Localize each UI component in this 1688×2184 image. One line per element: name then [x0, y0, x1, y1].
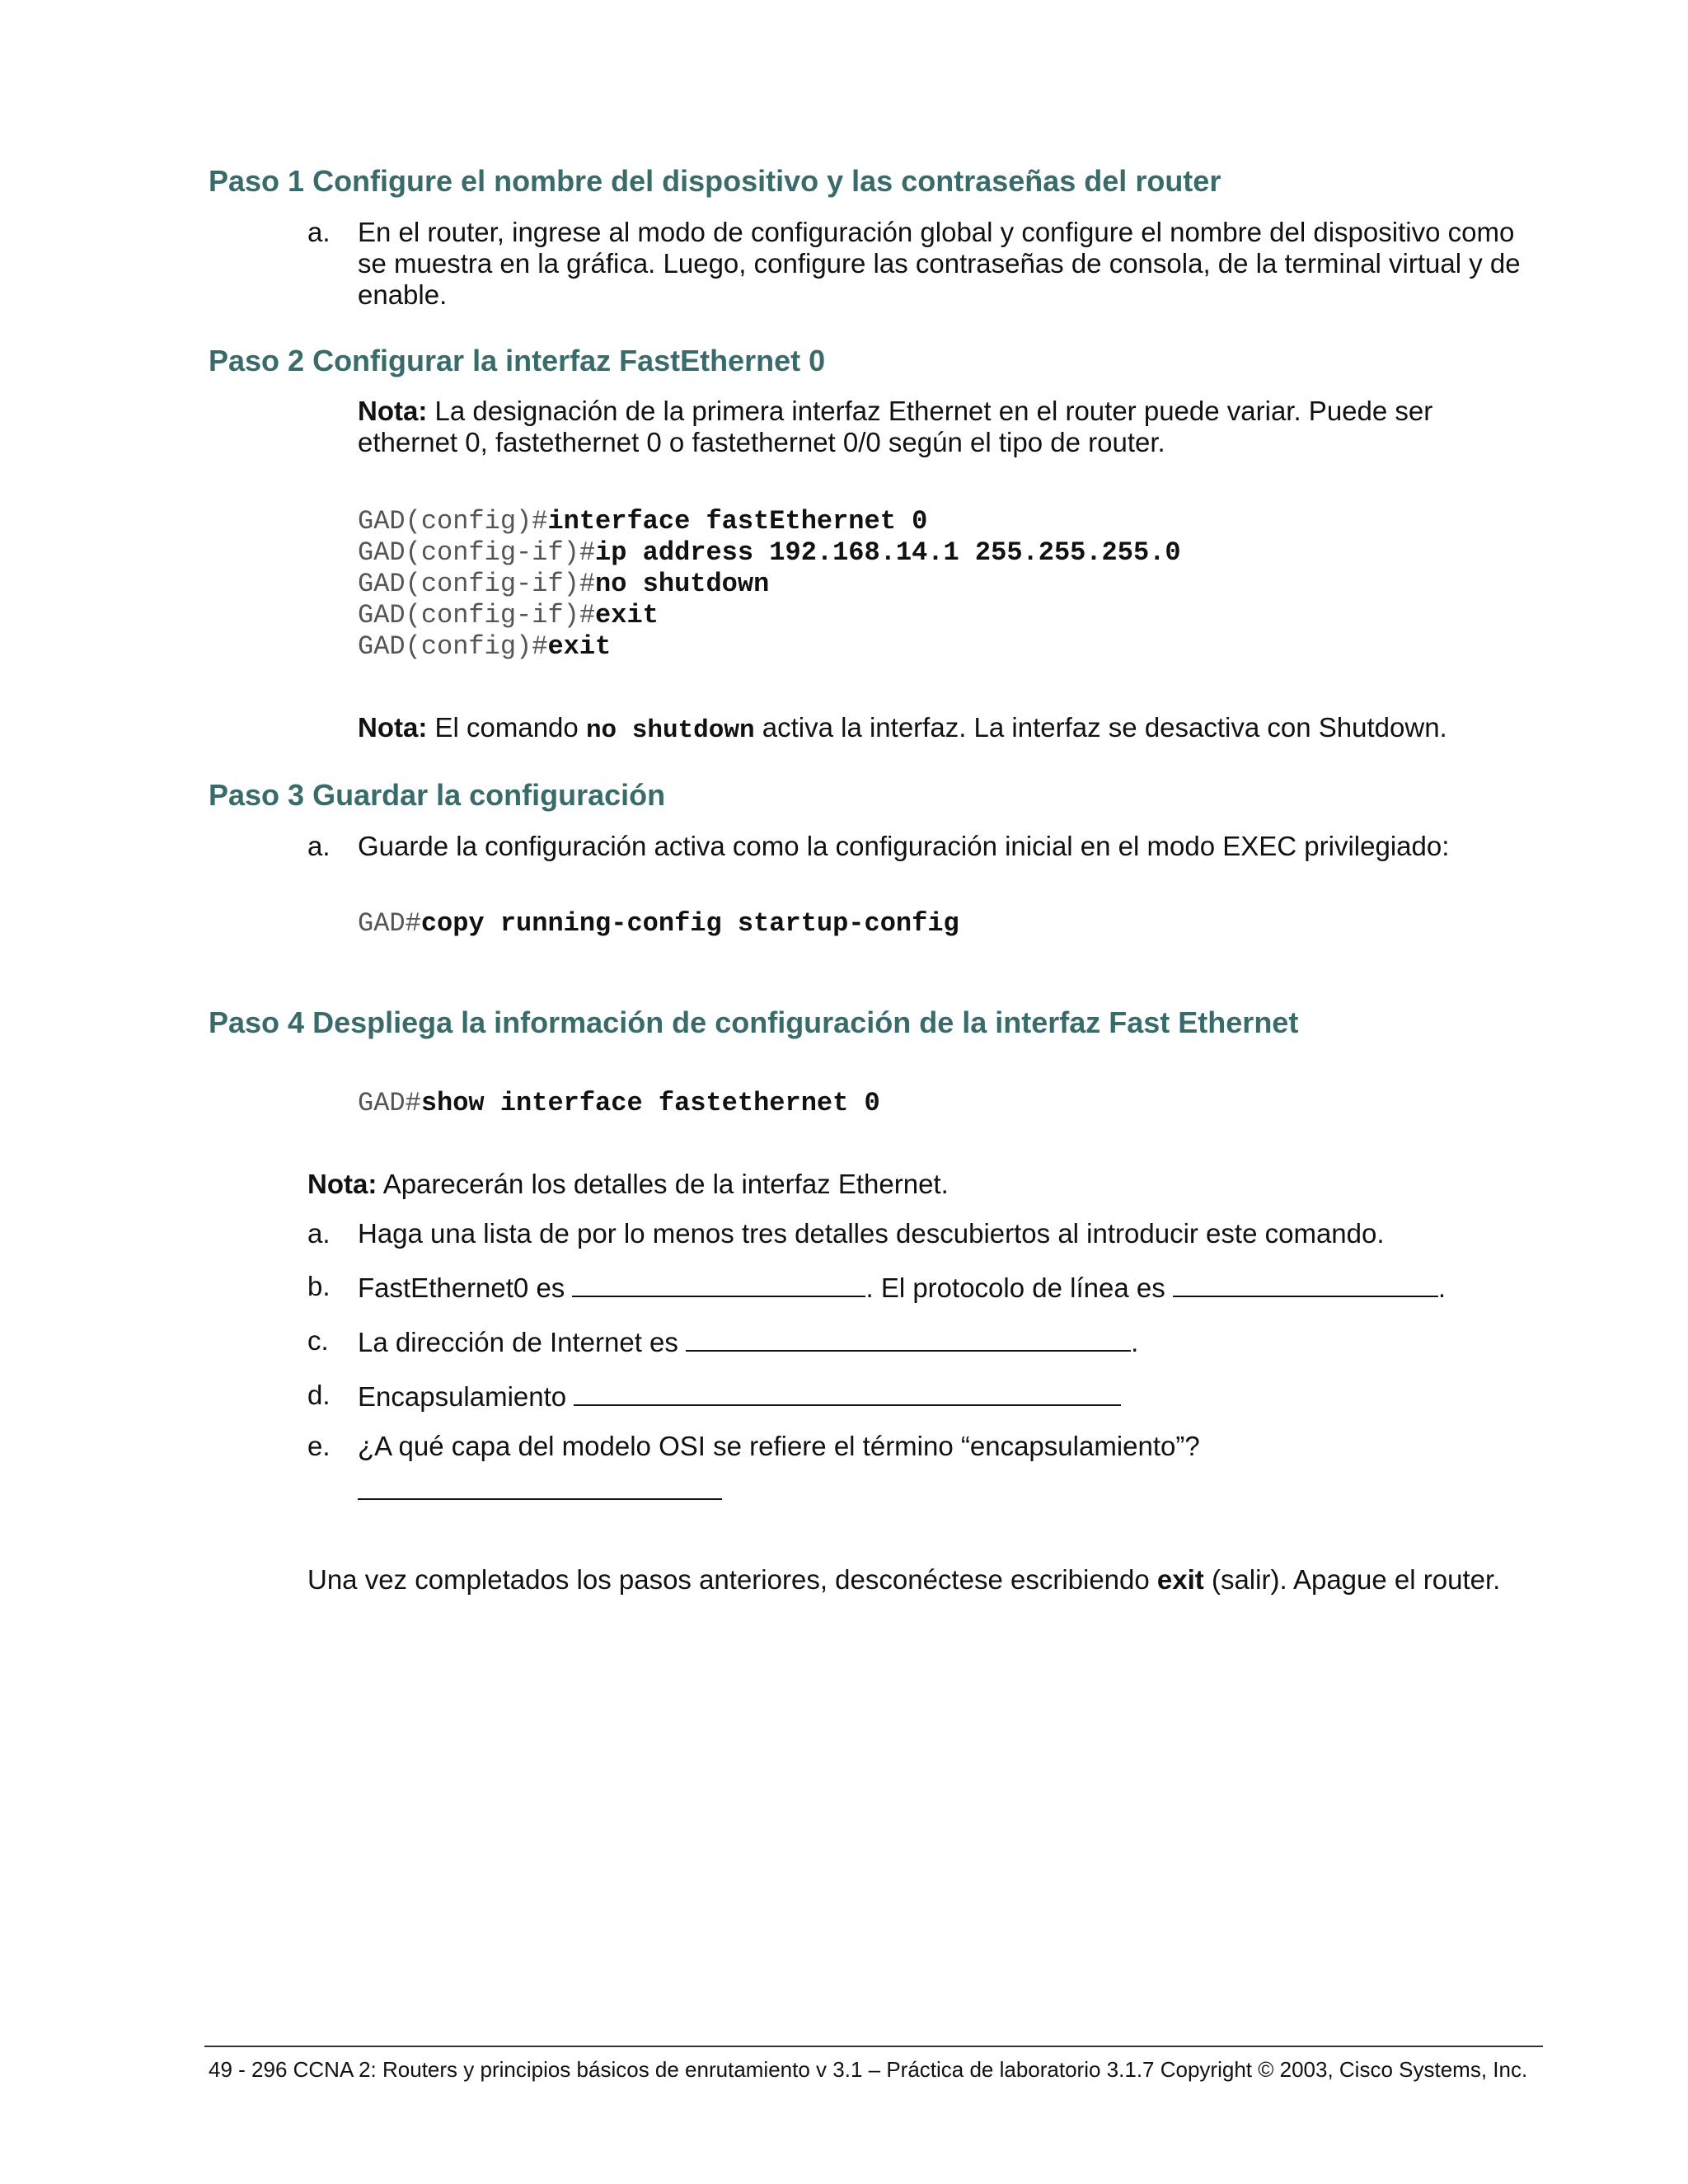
answer-blank[interactable]	[1173, 1271, 1438, 1297]
answer-blank[interactable]	[574, 1380, 1121, 1406]
list-item-letter: b.	[307, 1271, 331, 1301]
code-line	[358, 631, 611, 663]
note-label: Nota:	[358, 712, 428, 743]
code-command: exit	[547, 631, 612, 662]
footer-divider	[204, 2046, 1543, 2047]
list-item-text: ¿A qué capa del modelo OSI se refiere el término “encapsulamiento”?	[358, 1431, 1200, 1461]
code-line	[358, 1088, 880, 1119]
code-line	[358, 569, 769, 600]
step-2-note-1	[358, 396, 1432, 427]
code-command: copy running-config startup-config	[420, 908, 959, 939]
note-label: Nota:	[358, 396, 428, 426]
note-label: Nota:	[307, 1169, 377, 1199]
code-prompt: GAD(config-if)#	[358, 569, 596, 599]
code-command: interface fastEthernet 0	[547, 506, 928, 537]
code-line	[358, 908, 959, 940]
code-prompt: GAD(config-if)#	[358, 537, 596, 568]
list-item-fill-in	[358, 1325, 1138, 1358]
list-item-fill-in	[358, 1380, 1121, 1413]
list-item-text: .	[1437, 1272, 1447, 1303]
list-item-letter: d.	[307, 1380, 331, 1410]
list-item-text: FastEthernet0 es	[358, 1272, 565, 1303]
note-text-pre: El comando	[434, 712, 579, 743]
closing-text-pre: Una vez completados los pasos anteriores, desconéctese escribiendo	[307, 1564, 1150, 1595]
step-4-note	[307, 1169, 949, 1200]
list-item-letter: a.	[307, 1218, 331, 1249]
step-1-item-letter: a.	[307, 217, 331, 247]
code-command: ip address 192.168.14.1 255.255.255.0	[595, 537, 1181, 568]
step-3-item-letter: a.	[307, 831, 331, 861]
step-4-heading: Paso 4 Despliega la información de configuración de la interfaz Fast Ethernet	[209, 1005, 1299, 1039]
step-1-heading: Paso 1 Configure el nombre del dispositivo y las contraseñas del router	[209, 164, 1221, 198]
inline-command: no shutdown	[585, 716, 755, 745]
code-prompt: GAD(config)#	[358, 506, 548, 537]
note-text: Aparecerán los detalles de la interfaz Ethernet.	[382, 1169, 949, 1199]
note-text-post: activa la interfaz. La interfaz se desactiva con Shutdown.	[762, 712, 1447, 743]
closing-command: exit	[1156, 1564, 1204, 1595]
list-item-text: .	[1131, 1327, 1139, 1357]
code-prompt: GAD#	[358, 1088, 421, 1118]
step-3-heading: Paso 3 Guardar la configuración	[209, 778, 666, 812]
list-item-letter: e.	[307, 1431, 331, 1461]
step-2-note-1-line-2: ethernet 0, fastethernet 0 o fastethernet 0/0 según el tipo de router.	[358, 427, 1165, 457]
code-command: exit	[595, 600, 659, 630]
code-prompt: GAD(config)#	[358, 631, 548, 662]
list-item-text: La dirección de Internet es	[358, 1327, 678, 1357]
code-prompt: GAD#	[358, 908, 421, 939]
answer-blank[interactable]	[686, 1325, 1131, 1352]
closing-instruction	[307, 1564, 1500, 1596]
step-2-heading: Paso 2 Configurar la interfaz FastEthernet 0	[209, 344, 826, 377]
step-1-item-line-3: enable.	[358, 279, 448, 310]
list-item-text: . El protocolo de línea es	[865, 1272, 1165, 1303]
code-command: no shutdown	[595, 569, 770, 599]
code-line	[358, 600, 659, 631]
answer-blank[interactable]	[358, 1474, 722, 1500]
page-footer: 49 - 296 CCNA 2: Routers y principios básicos de enrutamiento v 3.1 – Práctica de laboratorio 3.1.7 Copyright © 2003, Cisco Systems, Inc.	[209, 2057, 1528, 2082]
list-item-text: Encapsulamiento	[358, 1381, 567, 1412]
code-prompt: GAD(config-if)#	[358, 600, 596, 630]
list-item-fill-in	[358, 1271, 1446, 1304]
closing-text-post: (salir). Apague el router.	[1211, 1564, 1501, 1595]
step-2-note-2	[358, 712, 1447, 747]
code-line	[358, 537, 1181, 569]
answer-blank[interactable]	[572, 1271, 865, 1297]
list-item-letter: c.	[307, 1325, 329, 1356]
step-1-item-line-2: se muestra en la gráfica. Luego, configure las contraseñas de consola, de la terminal virtual y de	[358, 248, 1521, 279]
step-3-item-text: Guarde la configuración activa como la configuración inicial en el modo EXEC privilegiado:	[358, 831, 1450, 861]
code-line	[358, 506, 927, 537]
step-1-item-line-1: En el router, ingrese al modo de configuración global y configure el nombre del dispositivo como	[358, 217, 1515, 247]
code-command: show interface fastethernet 0	[420, 1088, 880, 1118]
note-text: La designación de la primera interfaz Ethernet en el router puede variar. Puede ser	[434, 396, 1433, 426]
list-item-text: Haga una lista de por lo menos tres detalles descubiertos al introducir este comando.	[358, 1218, 1385, 1249]
